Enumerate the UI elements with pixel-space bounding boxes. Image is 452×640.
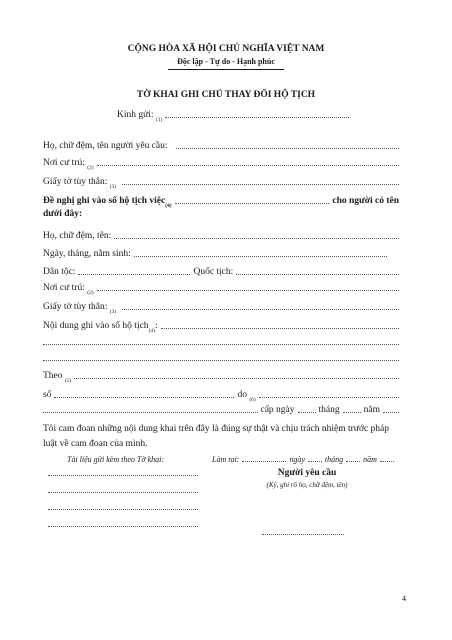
ethnicity-label: Dân tộc: <box>43 267 76 277</box>
so-row: số do (6) <box>43 390 399 400</box>
content-row: Nội dung ghi vào sổ hộ tịch (4) : <box>43 321 399 331</box>
nationality-label: Quốc tịch: <box>193 267 234 277</box>
so-label: số <box>43 390 52 400</box>
sign-month-field[interactable] <box>346 460 360 462</box>
place-label: Làm tại: <box>212 455 240 464</box>
subject-id-field[interactable] <box>122 308 399 310</box>
subject-id-label: Giấy tờ tùy thân: <box>43 302 108 312</box>
sign-year-field[interactable] <box>380 460 394 462</box>
commitment-line-2: luật về cam đoan của mình. <box>43 439 148 449</box>
issue-year-label: năm <box>363 405 380 415</box>
recipient-row: Kính gửi: (1) <box>117 110 349 120</box>
signature-name-field[interactable] <box>262 534 344 535</box>
ethnicity-field[interactable] <box>78 273 190 275</box>
requester-id-field[interactable] <box>122 183 399 185</box>
issue-month-field[interactable] <box>343 411 361 413</box>
subject-dob-row <box>43 249 387 259</box>
subject-dob-label: Ngày, tháng, năm sinh: <box>43 249 131 259</box>
recipient-label: Kính gửi: <box>117 110 154 120</box>
subject-name-row <box>43 231 399 241</box>
request-row: Đề nghị ghi vào sổ hộ tịch việc (4) cho người có tên <box>43 196 399 209</box>
subject-residence-row: Nơi cư trú: (2) <box>43 283 399 293</box>
requester-residence-row: Nơi cư trú: (2) <box>43 158 399 168</box>
content-field-2[interactable] <box>43 344 399 345</box>
requester-role: Người yêu cầu <box>277 468 337 478</box>
cap-ngay-row <box>43 405 399 415</box>
sign-year-label: năm <box>363 455 377 464</box>
requester-residence-label: Nơi cư trú: <box>43 158 85 168</box>
requester-name-field[interactable] <box>176 147 399 149</box>
cap-ngay-label: cấp ngày <box>260 405 295 415</box>
nationality-field[interactable] <box>236 273 399 275</box>
recipient-field[interactable] <box>165 116 349 118</box>
attachments-label: Tài liệu gửi kèm theo Tờ khai: <box>67 455 165 464</box>
request-event-field[interactable] <box>175 202 330 204</box>
requester-id-row: Giấy tờ tùy thân: (3) <box>43 177 399 187</box>
attachment-line-3[interactable] <box>48 509 198 510</box>
issue-day-field[interactable] <box>298 411 316 413</box>
subject-id-row: Giấy tờ tùy thân: (3) <box>43 302 399 312</box>
country-name: CỘNG HÒA XÃ HỘI CHỦ NGHĨA VIỆT NAM <box>127 44 325 54</box>
requester-name-label: Họ, chữ đệm, tên người yêu cầu: <box>43 141 168 151</box>
subject-dob-field[interactable] <box>134 255 387 257</box>
so-field[interactable] <box>54 396 234 398</box>
content-field-3[interactable] <box>43 360 399 361</box>
subject-name-field[interactable] <box>114 237 399 239</box>
subject-residence-field[interactable] <box>97 289 399 291</box>
signing-place-row <box>212 455 402 464</box>
attachment-line-4[interactable] <box>48 526 198 527</box>
motto-underline <box>168 69 284 70</box>
requester-residence-field[interactable] <box>97 164 399 166</box>
do-label: do <box>237 390 247 400</box>
attachment-line-1[interactable] <box>48 475 198 476</box>
do-field[interactable] <box>259 396 399 398</box>
content-field-1[interactable] <box>161 327 399 329</box>
page-number: 4 <box>402 594 406 603</box>
content-label: Nội dung ghi vào sổ hộ tịch <box>43 321 149 331</box>
signature-instruction: (Ký, ghi rõ họ, chữ đệm, tên) <box>266 481 348 489</box>
sign-day-label: ngày <box>289 455 305 464</box>
request-label-3: dưới đây: <box>43 209 83 219</box>
subject-ethnicity-row <box>43 267 399 277</box>
sign-month-label: tháng <box>324 455 344 464</box>
requester-name-row <box>43 141 399 151</box>
form-title: TỜ KHAI GHI CHÚ THAY ĐỔI HỘ TỊCH <box>136 90 316 100</box>
issue-year-field[interactable] <box>383 411 399 413</box>
theo-field[interactable] <box>74 377 399 379</box>
issue-month-label: tháng <box>318 405 340 415</box>
request-label: Đề nghị ghi vào sổ hộ tịch việc <box>43 196 166 206</box>
subject-name-label: Họ, chữ đệm, tên: <box>43 231 112 241</box>
requester-id-label: Giấy tờ tùy thân: <box>43 177 108 187</box>
theo-label: Theo <box>43 371 63 381</box>
national-motto: Độc lập - Tự do - Hạnh phúc <box>177 57 275 66</box>
commitment-line-1: Tôi cam đoan những nội dung khai trên đây là đúng sự thật và chịu trách nhiệm trước pháp <box>43 424 390 434</box>
issuer-field[interactable] <box>43 411 258 413</box>
subject-residence-label: Nơi cư trú: <box>43 283 85 293</box>
request-label-2: cho người có tên <box>332 196 399 206</box>
theo-row: Theo (5) <box>43 371 399 381</box>
place-field[interactable] <box>242 460 286 462</box>
sign-day-field[interactable] <box>308 460 322 462</box>
attachment-line-2[interactable] <box>48 492 198 493</box>
